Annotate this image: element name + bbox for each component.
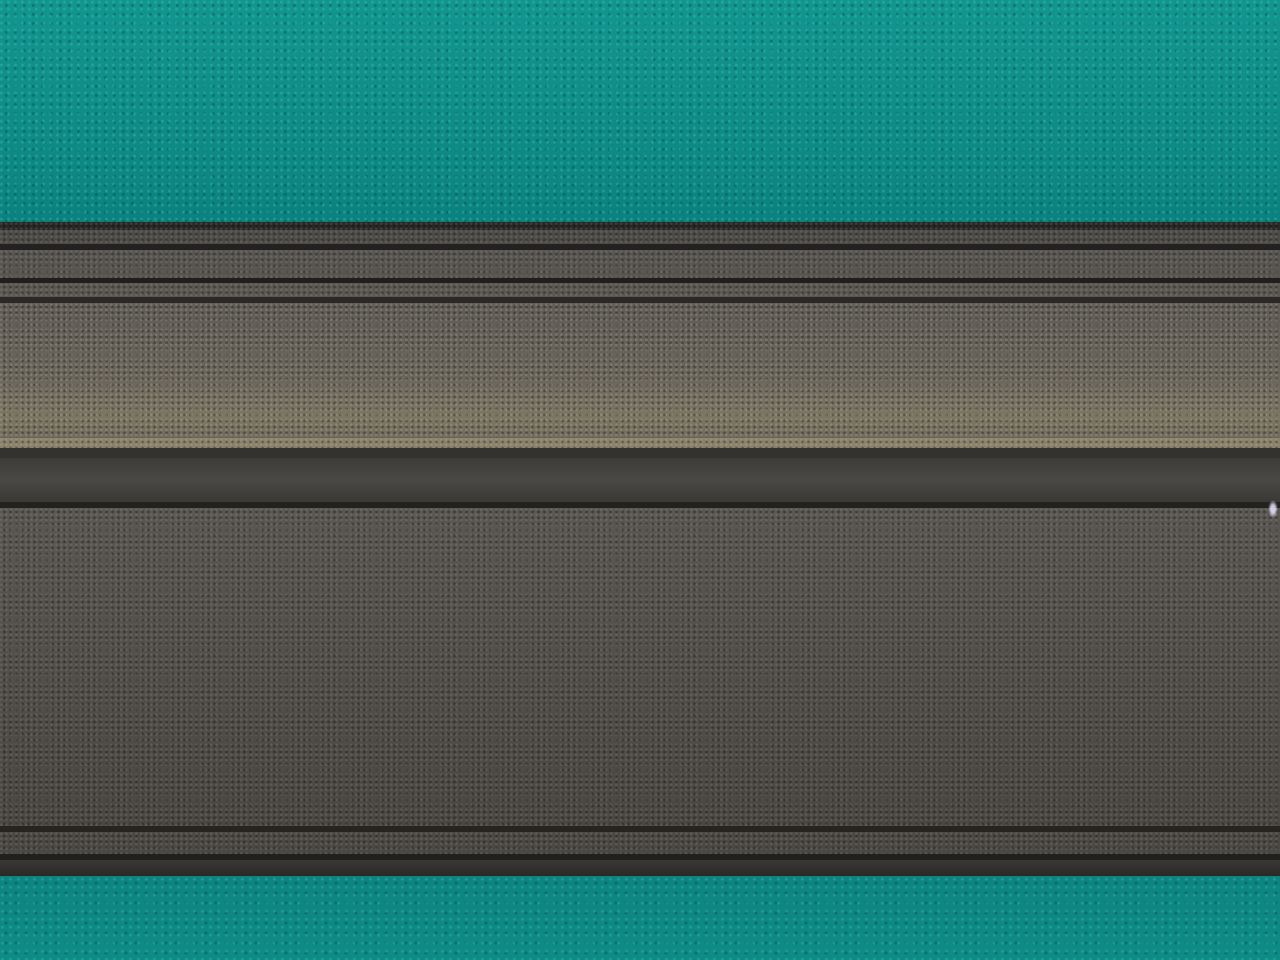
molding-lower-rail: [0, 283, 1280, 297]
molding-recess-channel: [0, 458, 1280, 502]
teal-felt-background-bottom: [0, 876, 1280, 960]
molding-main-panel-face: [0, 508, 1280, 826]
molding-bottom-step: [0, 832, 1280, 854]
molding-top-edge: [0, 222, 1280, 230]
teal-felt-background-top: [0, 0, 1280, 222]
molding-lip-face: [0, 303, 1280, 438]
edge-light-glint: [1268, 500, 1278, 518]
molding-bottom-edge: [0, 860, 1280, 876]
molding-lip-highlight: [0, 438, 1280, 448]
molding-top-rail: [0, 230, 1280, 244]
molding-shadow-line: [0, 448, 1280, 458]
molding-middle-rail: [0, 250, 1280, 278]
